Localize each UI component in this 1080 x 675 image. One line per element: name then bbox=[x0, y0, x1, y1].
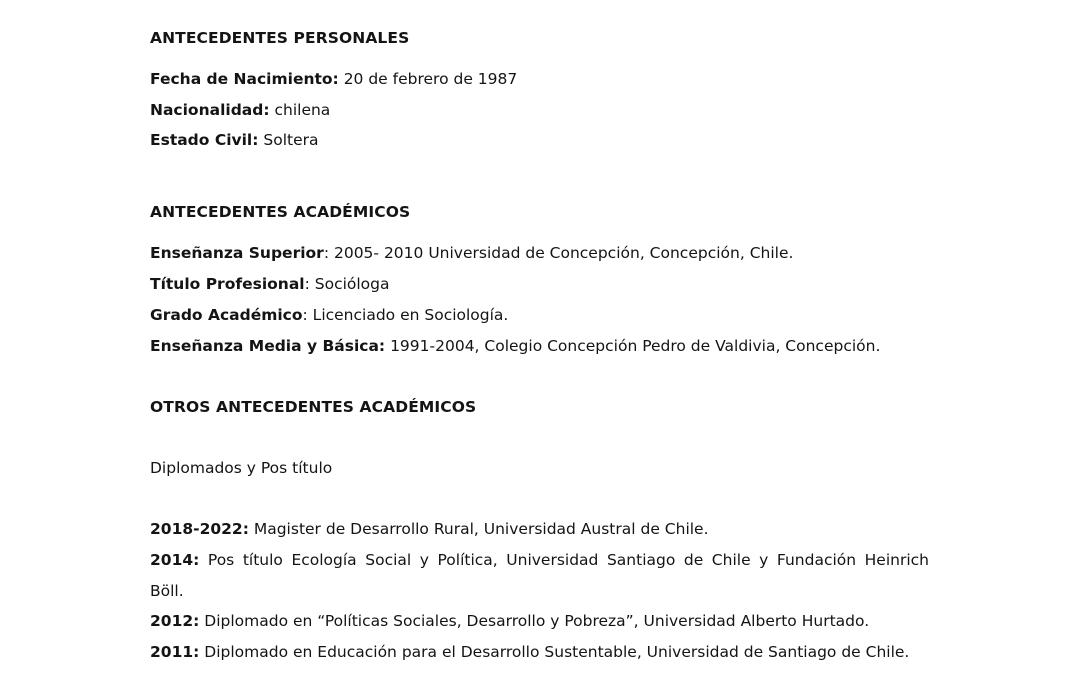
professional-title-value: : Socióloga bbox=[304, 275, 390, 293]
entry-2012-year: 2012: bbox=[150, 612, 200, 630]
civil-status-value: Soltera bbox=[258, 131, 319, 149]
entry-2014-text: Pos título Ecología Social y Política, Universidad Santiago de Chile y Fundación Heinrich bbox=[199, 551, 929, 569]
civil-status-label: Estado Civil: bbox=[150, 131, 259, 149]
civil-status-row bbox=[150, 130, 319, 150]
birthdate-value: 20 de febrero de 1987 bbox=[338, 70, 518, 88]
entry-2011-row bbox=[150, 642, 909, 662]
academic-degree-row bbox=[150, 305, 508, 325]
entry-2018-row bbox=[150, 519, 709, 539]
school-education-row bbox=[150, 336, 880, 356]
personal-heading: ANTECEDENTES PERSONALES bbox=[150, 29, 410, 47]
entry-2014-row bbox=[150, 550, 929, 570]
entry-2014-year: 2014: bbox=[150, 551, 200, 569]
birthdate-label: Fecha de Nacimiento: bbox=[150, 70, 339, 88]
entry-2011-text: Diplomado en Educación para el Desarrollo Sustentable, Universidad de Santiago de Chile. bbox=[199, 643, 910, 661]
academic-heading: ANTECEDENTES ACADÉMICOS bbox=[150, 203, 411, 221]
entry-2012-row bbox=[150, 611, 869, 631]
academic-degree-label: Grado Académico bbox=[150, 306, 303, 324]
nationality-row bbox=[150, 100, 330, 120]
nationality-label: Nacionalidad: bbox=[150, 101, 270, 119]
birthdate-row bbox=[150, 69, 517, 89]
school-education-value: 1991-2004, Colegio Concepción Pedro de Valdivia, Concepción. bbox=[385, 337, 881, 355]
higher-education-label: Enseñanza Superior bbox=[150, 244, 324, 262]
diplomas-subheading: Diplomados y Pos título bbox=[150, 459, 333, 477]
academic-degree-value: : Licenciado en Sociología. bbox=[302, 306, 509, 324]
professional-title-label: Título Profesional bbox=[150, 275, 305, 293]
other-academic-heading: OTROS ANTECEDENTES ACADÉMICOS bbox=[150, 398, 477, 416]
school-education-label: Enseñanza Media y Básica: bbox=[150, 337, 386, 355]
entry-2014-continuation: Böll. bbox=[150, 582, 184, 600]
higher-education-row bbox=[150, 243, 793, 263]
entry-2012-text: Diplomado en “Políticas Sociales, Desarrollo y Pobreza”, Universidad Alberto Hurtado. bbox=[199, 612, 870, 630]
entry-2018-year: 2018-2022: bbox=[150, 520, 249, 538]
entry-2011-year: 2011: bbox=[150, 643, 200, 661]
professional-title-row bbox=[150, 274, 390, 294]
nationality-value: chilena bbox=[269, 101, 331, 119]
entry-2018-text: Magister de Desarrollo Rural, Universidad Austral de Chile. bbox=[248, 520, 709, 538]
higher-education-value: : 2005- 2010 Universidad de Concepción, Concepción, Chile. bbox=[323, 244, 794, 262]
